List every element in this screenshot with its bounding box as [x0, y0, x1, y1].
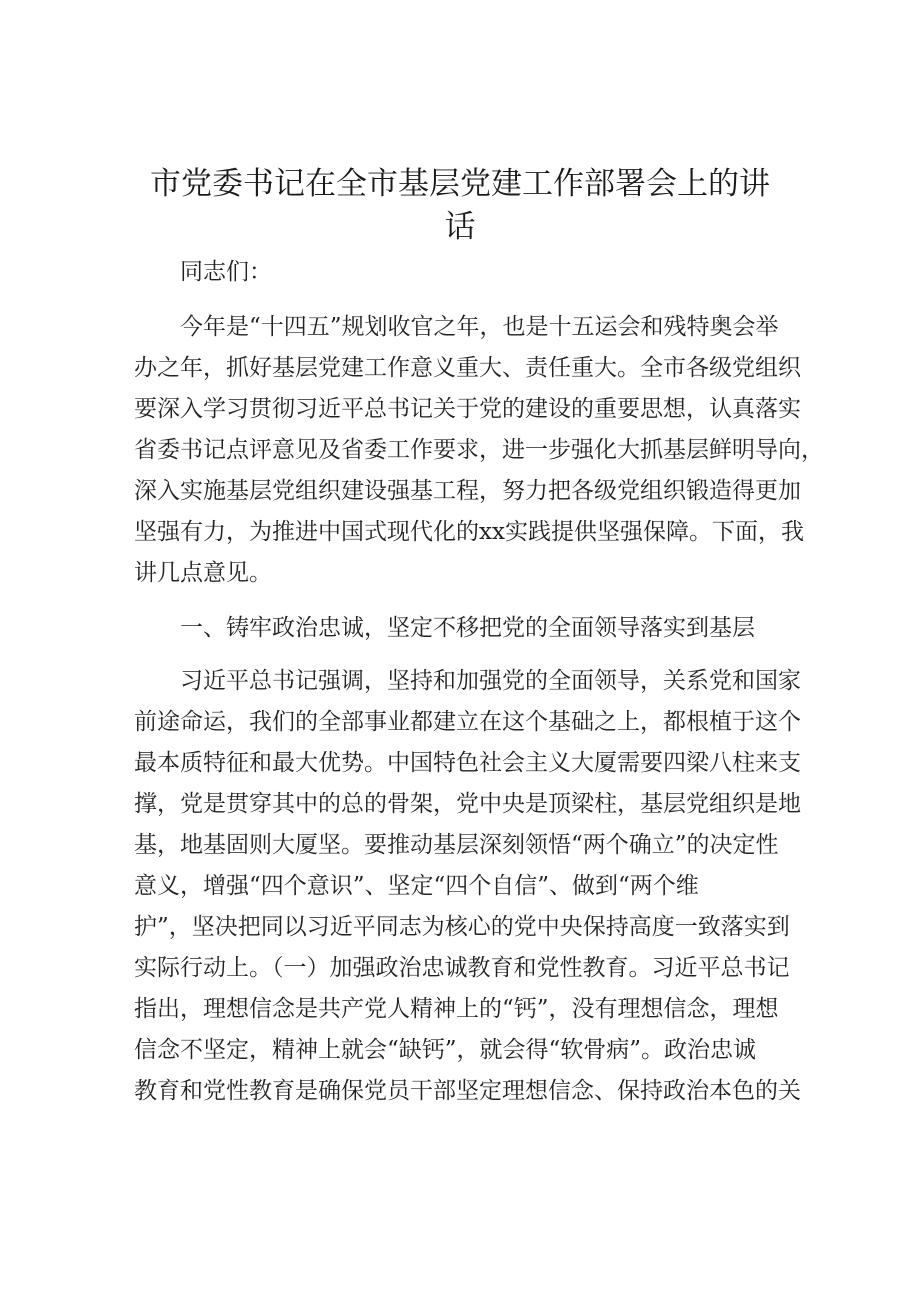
- paragraph-line: 习近平总书记强调，坚持和加强党的全面领导，关系党和国家: [180, 668, 801, 694]
- paragraph-line: 实际行动上。（一）加强政治忠诚教育和党性教育。习近平总书记: [134, 955, 790, 981]
- paragraph-line: 深入实施基层党组织建设强基工程，努力把各级党组织锻造得更加: [134, 478, 801, 504]
- section-heading: 一、铸牢政治忠诚，坚定不移把党的全面领导落实到基层: [180, 615, 755, 641]
- paragraph-line: 信念不坚定，精神上就会“缺钙”，就会得“软骨病”。政治忠诚: [134, 1037, 757, 1063]
- paragraph-line: 最本质特征和最大优势。中国特色社会主义大厦需要四梁八柱来支: [134, 750, 801, 776]
- paragraph-line: 意义，增强“四个意识”、坚定“四个自信”、做到“两个维: [134, 873, 699, 899]
- paragraph-line: 今年是“十四五”规划收官之年，也是十五运会和残特奥会举: [180, 314, 779, 340]
- paragraph-line: 撑，党是贯穿其中的总的骨架，党中央是顶梁柱，基层党组织是地: [134, 791, 801, 817]
- paragraph-line: 基，地基固则大厦坚。要推动基层深刻领悟“两个确立”的决定性: [134, 832, 779, 858]
- paragraph-line: 省委书记点评意见及省委工作要求，进一步强化大抓基层鲜明导向，: [134, 437, 824, 463]
- document-title-line-1: 市党委书记在全市基层党建工作部署会上的讲: [150, 166, 770, 202]
- paragraph-line: 前途命运，我们的全部事业都建立在这个基础之上，都根植于这个: [134, 709, 801, 735]
- paragraph-line: 要深入学习贯彻习近平总书记关于党的建设的重要思想，认真落实: [134, 396, 801, 422]
- paragraph-line: 指出，理想信念是共产党人精神上的“钙”，没有理想信念，理想: [134, 996, 779, 1022]
- greeting: 同志们：: [180, 259, 272, 285]
- paragraph-line: 护”，坚决把同以习近平同志为核心的党中央保持高度一致落实到: [134, 914, 790, 940]
- paragraph-line: 教育和党性教育是确保党员干部坚定理想信念、保持政治本色的关: [134, 1078, 801, 1104]
- paragraph-line: 办之年，抓好基层党建工作意义重大、责任重大。全市各级党组织: [134, 355, 801, 381]
- paragraph-line: 讲几点意见。: [134, 560, 272, 586]
- document-title-line-2: 话: [444, 209, 476, 245]
- paragraph-line: 坚强有力，为推进中国式现代化的xx实践提供坚强保障。下面，我: [134, 519, 804, 545]
